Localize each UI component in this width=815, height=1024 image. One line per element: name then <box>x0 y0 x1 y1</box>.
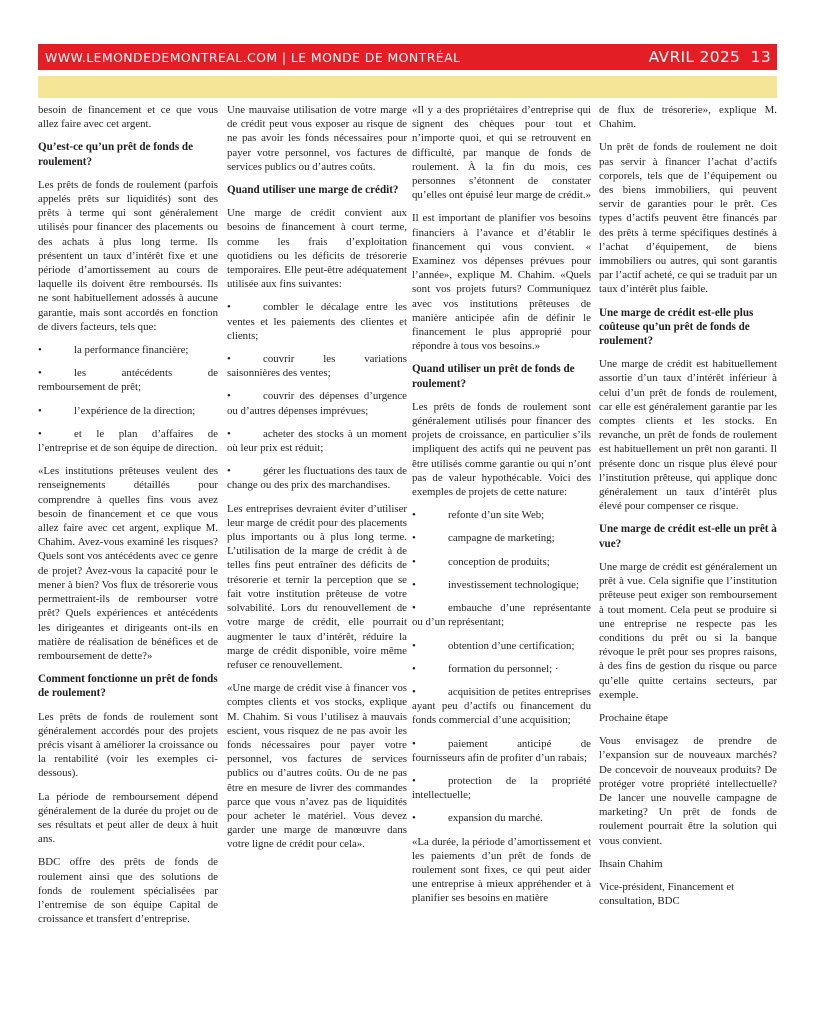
bullet-item <box>38 343 218 357</box>
article-column-1 <box>38 103 218 935</box>
bullet-text: protection de la propriété intellectuelle; <box>412 774 591 802</box>
header-accent-strip <box>38 76 777 98</box>
bullet-item <box>227 464 407 492</box>
bullet-icon: • <box>412 602 416 615</box>
bullet-item <box>412 601 591 629</box>
body-paragraph: Une marge de crédit est généralement un prêt à vue. Cela signifie que l’institution prêteuse peut exiger son remboursement à tout moment. Cela peut se produire si une entreprise ne respecte pas les conditions du prêt ou si la banque révoque le prêt pour ses propres raisons, à des fins de gestion du risque ou parce qu’elle quitte certains secteurs, par exemple. <box>599 560 777 701</box>
site-name: WWW.LEMONDEDEMONTREAL.COM | LE MONDE DE MONTRÉAL <box>45 49 461 65</box>
bullet-icon: • <box>412 555 416 568</box>
bullet-text: la performance financière; <box>74 344 189 357</box>
section-heading: Comment fonctionne un prêt de fonds de roulement? <box>38 673 218 700</box>
bullet-icon: • <box>38 367 42 380</box>
bullet-text: expansion du marché. <box>448 812 543 825</box>
bullet-icon: • <box>412 774 416 787</box>
bullet-item <box>38 427 218 455</box>
bullet-icon: • <box>227 301 231 314</box>
body-paragraph: Les prêts de fonds de roulement sont généralement accordés pour des projets précis visant à améliorer la croissance ou la rentabilité (voir les exemples ci-dessous). <box>38 710 218 780</box>
bullet-text: gérer les fluctuations des taux de change ou des prix des marchandises. <box>227 465 407 492</box>
bullet-item <box>412 578 591 592</box>
body-paragraph: Prochaine étape <box>599 711 668 724</box>
bullet-item <box>227 352 407 380</box>
body-paragraph: «Les institutions prêteuses veulent des renseignements détaillés pour comprendre à quelles fins vous avez besoin de financement et ce que vous allez faire avec cet argent, explique M. Chahim. Avez-vous examiné les risques? Quels sont vos antécédents avec ce genre de projet? Avez-vous la capacité pour le mener à bien? Vos flux de trésorerie vous permettraient-ils de rembourser votre prêt? Quels expériences et antécédents les dirigeantes et dirigeants ont-ils en matière de réalisation de bénéfices et de remboursement de dette?» <box>38 465 218 662</box>
issue-date: AVRIL 2025 <box>648 48 741 66</box>
bullet-text: conception de produits; <box>448 555 550 568</box>
bullet-text: acheter des stocks à un moment où leur prix est réduit; <box>227 427 407 455</box>
body-paragraph: Vous envisagez de prendre de l’expansion sur de nouveaux marchés? De concevoir de nouveaux produits? De protéger votre propriété intellectuelle? De lancer une nouvelle campagne de marketing? Un prêt de fonds de roulement pourrait être la solution qui vous convient. <box>599 735 777 847</box>
bullet-item <box>412 508 591 522</box>
body-paragraph: BDC offre des prêts de fonds de roulement ainsi que des solutions de fonds de roulement spécialisées par l’entremise de son équipe Capital de croissance et transfert d’entreprise. <box>38 856 218 926</box>
bullet-text: les antécédents de remboursement de prêt; <box>38 367 218 394</box>
bullet-text: couvrir des dépenses d’urgence ou d’autres dépenses imprévues; <box>227 390 407 417</box>
body-paragraph: Une marge de crédit est habituellement assortie d’un taux d’intérêt inférieur à celui d’un prêt de fonds de roulement, car elle est généralement garantie par les comptes clients et les stocks. En revanche, un prêt de fonds de roulement est habituellement un prêt non garanti. Il présente donc un risque plus élevé pour l’institution prêteuse, qui applique donc généralement un taux d’intérêt plus élevé pour compenser ce risque. <box>599 358 777 513</box>
bullet-icon: • <box>412 532 416 545</box>
body-paragraph: Les prêts de fonds de roulement sont généralement utilisés pour financer des projets de croissance, en particulier s’ils impliquent des actifs qui ne peuvent pas être utilisés comme garantie ou qui n’ont pas de valeur hypothécable. Voici des exemples de projets de cette nature: <box>412 400 591 499</box>
bullet-icon: • <box>227 353 231 366</box>
bullet-text: investissement technologique; <box>448 578 580 591</box>
bullet-text: couvrir les variations saisonnières des ventes; <box>227 353 407 380</box>
bullet-item <box>412 737 591 765</box>
bullet-icon: • <box>412 509 416 522</box>
section-heading: Quand utiliser une marge de crédit? <box>227 184 399 197</box>
bullet-text: combler le décalage entre les ventes et les paiements des clientes et clients; <box>227 301 407 342</box>
bullet-item <box>412 531 591 545</box>
issue-date-and-page <box>649 48 771 66</box>
bullet-text: obtention d’une certification; <box>448 639 575 652</box>
bullet-icon: • <box>412 737 416 750</box>
bullet-text: paiement anticipé de fournisseurs afin de profiter d’un rabais; <box>412 737 591 764</box>
bullet-item <box>38 366 218 394</box>
bullet-icon: • <box>412 685 416 698</box>
body-paragraph: «La durée, la période d’amortissement et les paiements d’un prêt de fonds de roulement sont fixes, ce qui peut aider une entreprise à mieux appréhender et à planifier ses besoins en matière <box>412 835 591 905</box>
section-heading: Une marge de crédit est-elle plus coûteuse qu’un prêt de fonds de roulement? <box>599 306 754 348</box>
bullet-icon: • <box>412 639 416 652</box>
body-paragraph: «Une marge de crédit vise à financer vos comptes clients et vos stocks, explique M. Chahim. Si vous l’utilisez à mauvais escient, vous risquez de ne pas avoir les fonds nécessaires pour payer votre personnel, vos factures de services publics ou d’autres coûts. Ou de ne pas être en mesure de livrer des commandes parce que vous n’avez pas de liquidités pour acheter le matériel. Vous devez garder une marge de manœuvre dans votre ligne de crédit pour cela». <box>227 682 407 851</box>
bullet-icon: • <box>227 465 231 478</box>
bullet-icon: • <box>227 390 231 403</box>
body-paragraph: Vice-président, Financement et consultation, BDC <box>599 880 735 908</box>
body-paragraph: de flux de trésorerie», explique M. Chahim. <box>599 104 777 131</box>
section-heading: Quand utiliser un prêt de fonds de roulement? <box>412 363 575 390</box>
bullet-item <box>412 662 591 676</box>
bullet-item <box>412 555 591 569</box>
bullet-item <box>227 389 407 417</box>
article-column-3 <box>412 103 591 915</box>
body-paragraph: Une mauvaise utilisation de votre marge de crédit peut vous exposer au risque de ne pas avoir les fonds nécessaires pour payer votre personnel, vos factures de services publics ou d’autres coûts. <box>227 104 407 173</box>
page-header-bar <box>38 44 777 70</box>
bullet-item <box>412 639 591 653</box>
bullet-item <box>412 774 591 802</box>
body-paragraph: Un prêt de fonds de roulement ne doit pas servir à financer l’achat d’actifs corporels, tels que de l’équipement ou des biens immobiliers, qui peuvent servir de garanties pour le prêt. Ces types d’actifs peuvent être financés par des prêts à terme spécifiques destinés à l’achat d’équipement, de biens immobiliers ou autres, qui sont garantis par l’actif acheté, ce qui se traduit par un taux d’intérêt plus faible. <box>599 141 777 296</box>
body-paragraph: «Il y a des propriétaires d’entreprise qui signent des chèques pour tout et n’importe quoi, et qui se retrouvent en difficulté, par manque de fonds de roulement. À la fin du mois, ces personnes s’étonnent de constater qu’elles ont épuisé leur marge de crédit.» <box>412 104 591 202</box>
bullet-text: et le plan d’affaires de l’entreprise et de son équipe de direction. <box>38 427 218 455</box>
body-paragraph: La période de remboursement dépend généralement de la durée du projet ou de ses résultats et peut aller de deux à huit ans. <box>38 790 218 846</box>
section-heading: Qu’est-ce qu’un prêt de fonds de roulement? <box>38 141 194 168</box>
bullet-item <box>412 685 591 728</box>
article-column-4 <box>599 103 777 917</box>
body-paragraph: Les prêts de fonds de roulement (parfois appelés prêts sur liquidités) sont des prêts à terme qui sont généralement utilisés pour financer des placements ou des achats à plus long terme. Ils présentent un taux d’intérêt fixe et une période d’amortissement au cours de laquelle ils doivent être remboursés. Ils ne sont habituellement adossés à aucune garantie, mais sont accordés en fonction de divers facteurs, tels que: <box>38 178 218 333</box>
body-paragraph: Il est important de planifier vos besoins financiers à l’avance et d’établir le financement qui vous convient. « Examinez vos dépenses prévues pour l’année», explique M. Chahim. «Quels sont vos projets futurs? Communiquez avec vos institutions prêteuses de manière anticipée afin de définir le financement le plus approprié pour répondre à tous vos besoins.» <box>412 212 591 353</box>
bullet-item <box>38 404 218 418</box>
section-heading: Une marge de crédit est-elle un prêt à vue? <box>599 523 777 550</box>
bullet-text: acquisition de petites entreprises ayant peu d’actifs ou financement du fonds commercial d’une acquisition; <box>412 685 591 727</box>
bullet-icon: • <box>227 427 231 440</box>
bullet-text: formation du personnel; · <box>448 662 559 675</box>
bullet-item <box>227 300 407 343</box>
body-paragraph: Les entreprises devraient éviter d’utiliser leur marge de crédit pour des placements plus importants ou à plus long terme. L’utilisation de la marge de crédit à de telles fins peut entraîner des déficits de trésorerie et ternir la perception que se fait votre institution prêteuse de votre solvabilité. Lors du renouvellement de votre marge de crédit, elle pourrait augmenter le taux d’intérêt, réduire la marge de crédit disponible, voire même refuser ce renouvellement. <box>227 502 407 671</box>
bullet-icon: • <box>412 578 416 591</box>
bullet-text: embauche d’une représentante ou d’un représentant; <box>412 602 591 629</box>
bullet-item <box>412 811 591 825</box>
article-column-2 <box>227 103 407 861</box>
body-paragraph: Une marge de crédit convient aux besoins de financement à court terme, comme les frais d’exploitation quotidiens ou les déficits de trésorerie temporaires. Elle peut-être adéquatement utilisée aux fins suivantes: <box>227 207 407 291</box>
bullet-text: campagne de marketing; <box>448 532 555 545</box>
body-paragraph: Ihsain Chahim <box>599 857 663 870</box>
bullet-icon: • <box>38 344 42 357</box>
bullet-item <box>227 427 407 455</box>
bullet-icon: • <box>412 662 416 675</box>
bullet-text: l’expérience de la direction; <box>74 404 196 417</box>
body-paragraph: besoin de financement et ce que vous allez faire avec cet argent. <box>38 104 218 131</box>
bullet-text: refonte d’un site Web; <box>448 509 545 522</box>
bullet-icon: • <box>38 404 42 417</box>
page-number: 13 <box>750 48 771 66</box>
bullet-icon: • <box>38 427 42 440</box>
bullet-icon: • <box>412 812 416 825</box>
